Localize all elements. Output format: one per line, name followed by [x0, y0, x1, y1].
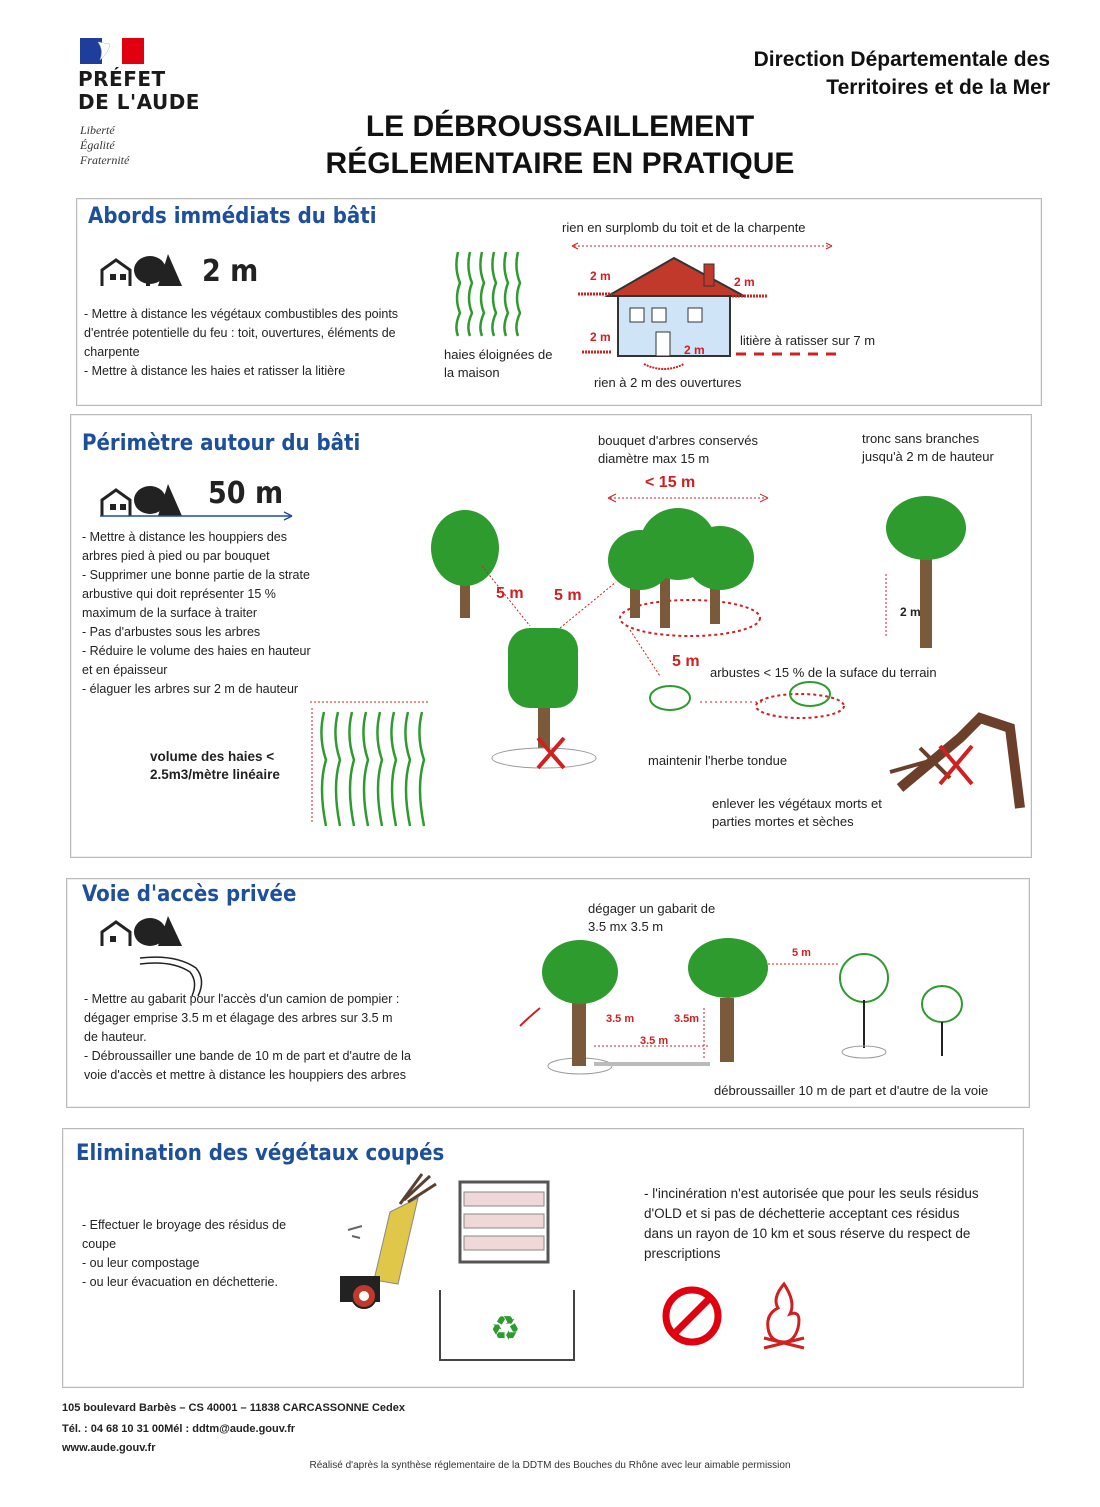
republic-motto: [80, 123, 129, 168]
section2-bullet1: - Mettre à distance les houppiers des arbres pied à pied ou par bouquet: [82, 530, 287, 563]
hedge-label: haies éloignées de la maison: [444, 347, 553, 380]
section1-bullet1: - Mettre à distance les végétaux combustibles des points d'entrée potentielle du feu : toit, ouvertures, éléments de charpente: [84, 307, 399, 359]
section2-bullet4: - Réduire le volume des haies en hauteur et en épaisseur: [82, 644, 311, 677]
motto-fraternite: Fraternité: [80, 153, 130, 167]
trunk-label: tronc sans branches jusqu'à 2 m de hauteur: [862, 431, 994, 464]
title-line1: LE DÉBROUSSAILLEMENT: [365, 110, 755, 143]
hedge-volume-label: volume des haies < 2.5m3/mètre linéaire: [150, 749, 280, 782]
section-perimetre-title: Périmètre autour du bâti: [82, 431, 361, 456]
section-elimination-title: Elimination des végétaux coupés: [76, 1141, 445, 1166]
dim-2m-left: 2 m: [590, 269, 611, 283]
section4-bullet1: - Effectuer le broyage des résidus de coupe: [82, 1218, 287, 1251]
bouquet-label: bouquet d'arbres conservés diamètre max 15 m: [598, 433, 759, 466]
section3-bullet1: - Mettre au gabarit pour l'accès d'un camion de pompier : dégager emprise 3.5 m et élagage des arbres sur 3.5 m de hauteur.: [84, 992, 400, 1044]
house-trees-icon: [98, 910, 190, 948]
openings-label: rien à 2 m des ouvertures: [594, 375, 742, 390]
dim-5m-a: 5 m: [496, 585, 524, 602]
compost-bin-icon: [456, 1178, 552, 1266]
motto-liberte: Liberté: [80, 123, 115, 137]
dim-5m-b: 5 m: [554, 587, 582, 604]
distance-50m: 50 m: [208, 476, 284, 511]
section3-bullet2: - Débroussailler une bande de 10 m de part et d'autre de la voie d'accès et mettre à distance les houppiers des arbres: [84, 1049, 411, 1082]
recycle-icon: ♻: [490, 1310, 521, 1348]
republic-flag-logo: [80, 38, 144, 64]
dim-5m-c: 5 m: [672, 653, 700, 670]
dim-2m-trunk: 2 m: [900, 605, 921, 619]
footer-website[interactable]: www.aude.gouv.fr: [62, 1442, 156, 1454]
litter-label: litière à ratisser sur 7 m: [740, 333, 876, 348]
dim-35m-a: 3.5 m: [606, 1013, 635, 1025]
distance-2m: 2 m: [202, 254, 259, 289]
bouquet-dim: < 15 m: [645, 474, 696, 491]
section4-bullet3: - ou leur évacuation en déchetterie.: [82, 1275, 278, 1289]
dead-label: enlever les végétaux morts et parties mortes et sèches: [712, 796, 882, 829]
section2-bullet3: - Pas d'arbustes sous les arbres: [82, 625, 261, 639]
page-title: [290, 108, 830, 182]
section2-bullet5: - élaguer les arbres sur 2 m de hauteur: [82, 682, 299, 696]
motto-egalite: Égalité: [80, 138, 115, 152]
incineration-text: - l'incinération n'est autorisée que pour les seuls résidus d'OLD et si pas de déchetterie acceptant ces résidus dans un rayon de 10 km et sous réserve du respect de prescriptions: [644, 1186, 979, 1261]
band-label: débroussailler 10 m de part et d'autre de la voie: [714, 1083, 989, 1098]
grass-label: maintenir l'herbe tondue: [648, 753, 788, 768]
prefet-line1: PRÉFET: [78, 67, 166, 91]
section4-bullet2: - ou leur compostage: [82, 1256, 200, 1270]
house-diagram: [568, 236, 898, 386]
hedge-icon: [452, 248, 524, 338]
access-road-diagram: [510, 938, 990, 1088]
prohibited-icon: [660, 1284, 724, 1348]
trees-spacing-diagram: [420, 488, 1040, 828]
dim-35m-c: 3.5 m: [640, 1035, 669, 1047]
section-abords-title: Abords immédiats du bâti: [88, 204, 377, 229]
direction-name: Direction Départementale des Territoires et de la Mer: [753, 48, 1050, 99]
fire-icon: [758, 1280, 812, 1350]
dim-2m-bottom: 2 m: [590, 330, 611, 344]
footer-credit: Réalisé d'après la synthèse réglementaire de la DDTM des Bouches du Rhône avec leur aimable permission: [309, 1460, 791, 1471]
shredder-icon: [334, 1172, 444, 1312]
prefet-logo-text: [78, 68, 200, 114]
house-trees-icon: [98, 248, 190, 288]
dim-5m-road: 5 m: [792, 947, 811, 959]
section1-bullet2: - Mettre à distance les haies et ratisser la litière: [84, 364, 346, 378]
dim-35m-b: 3.5m: [674, 1013, 700, 1025]
roof-label: rien en surplomb du toit et de la charpente: [562, 220, 806, 235]
footer-contact: Tél. : 04 68 10 31 00Mél : ddtm@aude.gouv.fr: [62, 1423, 296, 1435]
distance-arrow: [100, 510, 300, 522]
recycling-bin-icon: [438, 1290, 576, 1362]
hedge-volume-diagram: [298, 696, 438, 832]
dim-2m-right: 2 m: [734, 275, 755, 289]
section-voie-title: Voie d'accès privée: [82, 882, 297, 907]
footer-address: 105 boulevard Barbès – CS 40001 – 11838 CARCASSONNE Cedex: [62, 1402, 405, 1414]
title-line2: RÉGLEMENTAIRE EN PRATIQUE: [325, 147, 795, 180]
section2-bullet2: - Supprimer une bonne partie de la strate arbustive qui doit représenter 15 % maximum de la surface à traiter: [82, 568, 310, 620]
dim-2m-door: 2 m: [684, 343, 705, 357]
gabarit-label: dégager un gabarit de 3.5 mx 3.5 m: [588, 901, 716, 934]
prefet-line2: DE L'AUDE: [78, 90, 200, 114]
shrubs-label: arbustes < 15 % de la suface du terrain: [710, 665, 937, 680]
